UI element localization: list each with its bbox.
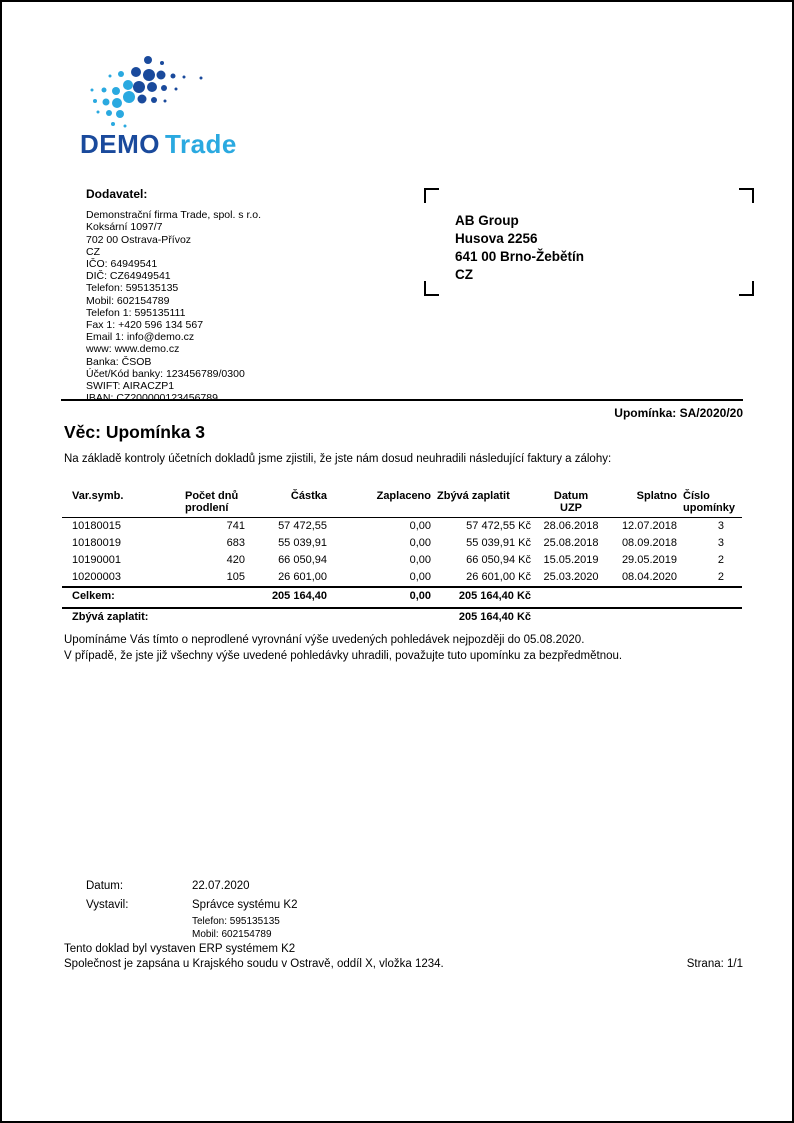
col-header-days-overdue: Počet dnů prodlení: [177, 489, 247, 518]
cell-days: 741: [226, 520, 245, 532]
logo-brand-primary: DEMO: [80, 129, 160, 159]
supplier-line: DIČ: CZ64949541: [86, 270, 171, 283]
date-label: Datum:: [86, 880, 124, 892]
supplier-line: 702 00 Ostrava-Přívoz: [86, 233, 192, 246]
cell-reminder: 3: [717, 520, 724, 532]
supplier-line: Demonstrační firma Trade, spol. s r.o.: [86, 209, 262, 222]
supplier-block: [86, 188, 406, 404]
supplier-line: www: www.demo.cz: [86, 343, 180, 356]
supplier-line: Banka: ČSOB: [86, 355, 152, 368]
cell-due: 08.09.2018: [621, 537, 677, 549]
footer-date-row: [86, 880, 250, 892]
issuer-mobile: Mobil: 602154789: [192, 929, 272, 940]
table-row: [62, 552, 742, 569]
logo-dots-icon: [80, 52, 210, 130]
remaining-value: 205 164,40 Kč: [458, 611, 531, 623]
supplier-line: CZ: [86, 245, 100, 258]
cell-paid: 0,00: [409, 520, 431, 532]
cell-remaining: 26 601,00 Kč: [466, 571, 531, 583]
recipient-line: Husova 2256: [455, 231, 538, 246]
cell-reminder: 2: [717, 554, 724, 566]
cell-reminder: 2: [717, 571, 724, 583]
totals-row: [62, 587, 742, 608]
notice-paragraph: [64, 633, 754, 664]
notice-line: V případě, že jste již všechny výše uvedené pohledávky uhradili, považujte tuto upomínku za bezpředmětnou.: [64, 649, 623, 662]
address-corner-mark: [424, 188, 439, 203]
cell-remaining: 57 472,55 Kč: [466, 520, 531, 532]
table-row: [62, 535, 742, 552]
overdue-invoices-table: [62, 489, 742, 626]
cell-paid: 0,00: [409, 537, 431, 549]
company-logo: [80, 52, 300, 158]
supplier-line: Fax 1: +420 596 134 567: [86, 319, 204, 332]
cell-due: 12.07.2018: [621, 520, 677, 532]
subject-line: Věc: Upomínka 3: [64, 422, 206, 442]
notice-line: Upomínáme Vás tímto o neprodlené vyrovnání výše uvedených pohledávek nejpozději do 05.08.2020.: [64, 634, 585, 646]
col-header-remaining: Zbývá zaplatit: [433, 489, 533, 518]
document-reference: Upomínka: SA/2020/20: [614, 406, 743, 420]
cell-uzp: 25.08.2018: [543, 537, 599, 549]
col-header-reminder-no: Číslo upomínky: [679, 489, 742, 518]
logo-wordmark: [80, 130, 300, 158]
supplier-line: Telefon: 595135135: [86, 282, 179, 295]
supplier-line: IČO: 64949541: [86, 258, 158, 271]
company-registration: Společnost je zapsána u Krajského soudu v Ostravě, oddíl X, vložka 1234.: [64, 958, 444, 970]
issuer-contact: [192, 915, 280, 941]
recipient-line: 641 00 Brno-Žebětín: [455, 249, 585, 264]
table-header-row: [62, 489, 742, 518]
supplier-heading: Dodavatel:: [86, 187, 148, 201]
address-corner-mark: [424, 281, 439, 296]
totals-paid: 0,00: [329, 587, 433, 608]
issued-by-label: Vystavil:: [86, 899, 129, 911]
totals-amount: 205 164,40: [247, 587, 329, 608]
recipient-line: AB Group: [455, 213, 519, 228]
cell-varsym: 10180015: [72, 520, 121, 532]
cell-paid: 0,00: [409, 571, 431, 583]
remaining-label: Zbývá zaplatit:: [72, 611, 149, 623]
col-header-paid: Zaplaceno: [329, 489, 433, 518]
issuer-phone: Telefon: 595135135: [192, 916, 280, 927]
totals-remaining: 205 164,40 Kč: [433, 587, 533, 608]
cell-uzp: 15.05.2019: [543, 554, 599, 566]
recipient-line: CZ: [455, 267, 473, 282]
footer-issued-row: [86, 899, 297, 911]
cell-remaining: 55 039,91 Kč: [466, 537, 531, 549]
issued-by-value: Správce systému K2: [192, 899, 298, 911]
col-header-uzp-date: Datum UZP: [533, 489, 609, 518]
supplier-line: Koksární 1097/7: [86, 221, 163, 234]
remaining-row: [62, 608, 742, 626]
cell-amount: 26 601,00: [278, 571, 327, 583]
footer-registration-row: [64, 958, 743, 970]
supplier-line: SWIFT: AIRACZP1: [86, 380, 175, 393]
col-header-varsym: Var.symb.: [62, 489, 177, 518]
recipient-address: [424, 188, 754, 284]
cell-uzp: 25.03.2020: [543, 571, 599, 583]
table-row: [62, 569, 742, 587]
cell-remaining: 66 050,94 Kč: [466, 554, 531, 566]
cell-amount: 66 050,94: [278, 554, 327, 566]
cell-varsym: 10200003: [72, 571, 121, 583]
supplier-line: Mobil: 602154789: [86, 294, 170, 307]
erp-note: Tento doklad byl vystaven ERP systémem K2: [64, 943, 296, 955]
cell-paid: 0,00: [409, 554, 431, 566]
table-row: [62, 518, 742, 536]
cell-amount: 55 039,91: [278, 537, 327, 549]
cell-amount: 57 472,55: [278, 520, 327, 532]
cell-uzp: 28.06.2018: [543, 520, 599, 532]
supplier-line: Email 1: info@demo.cz: [86, 331, 195, 344]
totals-label: Celkem:: [62, 587, 247, 608]
cell-due: 29.05.2019: [621, 554, 677, 566]
cell-varsym: 10190001: [72, 554, 121, 566]
recipient-address-window: [424, 188, 754, 296]
address-corner-mark: [739, 281, 754, 296]
address-corner-mark: [739, 188, 754, 203]
cell-days: 105: [226, 571, 245, 583]
header-divider: [61, 399, 743, 401]
supplier-line: Účet/Kód banky: 123456789/0300: [86, 367, 245, 380]
cell-varsym: 10180019: [72, 537, 121, 549]
cell-due: 08.04.2020: [621, 571, 677, 583]
col-header-amount: Částka: [247, 489, 329, 518]
cell-days: 420: [226, 554, 245, 566]
date-value: 22.07.2020: [192, 880, 250, 892]
cell-days: 683: [226, 537, 245, 549]
intro-paragraph: Na základě kontroly účetních dokladů jsme zjistili, že jste nám dosud neuhradili následující faktury a zálohy:: [64, 453, 612, 465]
page-number: Strana: 1/1: [686, 958, 743, 970]
supplier-line: Telefon 1: 595135111: [86, 306, 186, 319]
col-header-due-date: Splatno: [609, 489, 679, 518]
cell-reminder: 3: [717, 537, 724, 549]
logo-brand-secondary: Trade: [165, 129, 237, 159]
